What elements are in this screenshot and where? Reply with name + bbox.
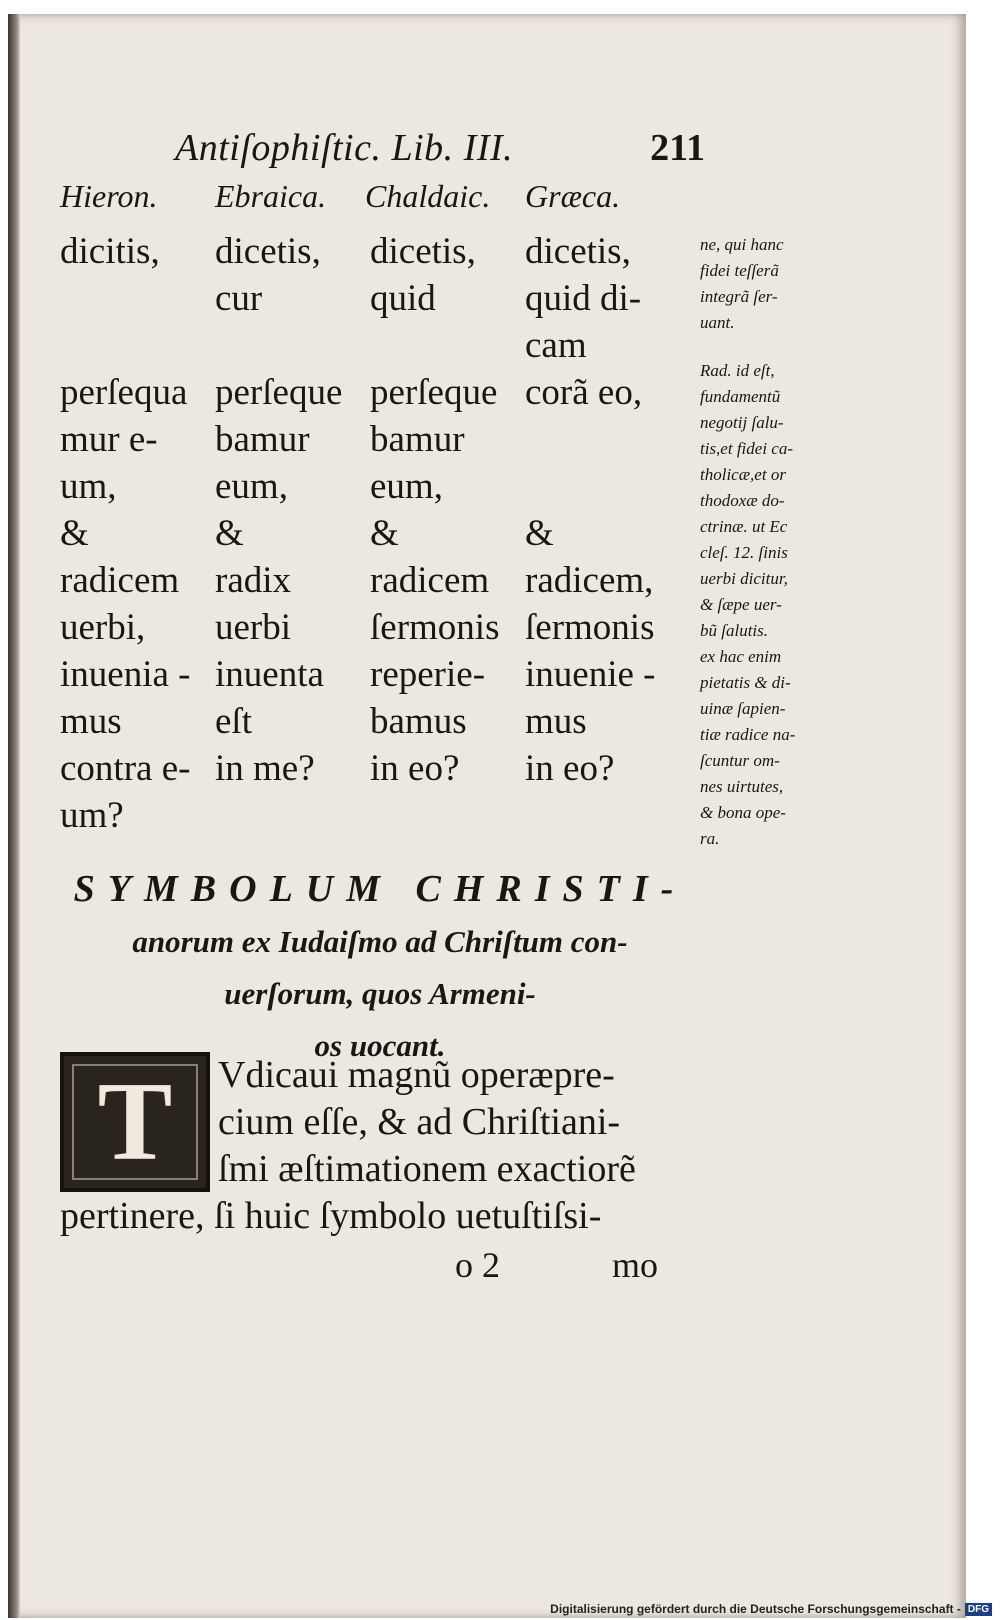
column-heading: Chaldaic.	[365, 178, 491, 214]
body-line: Vdicaui magnũ operæpre-	[218, 1054, 615, 1096]
marginal-note-line: thodoxæ do-	[700, 491, 785, 510]
column-rows	[60, 230, 700, 841]
column-cell: dicetis,	[525, 231, 631, 272]
marginal-note-line: tholicæ,et or	[700, 465, 786, 484]
column-cell: ſermonis	[525, 607, 655, 648]
column-cell: radicem,	[525, 560, 654, 601]
marginal-note-line: uant.	[700, 313, 735, 332]
column-cell: inuenie -	[525, 654, 656, 695]
marginal-note-line: uinæ ſapien-	[700, 699, 786, 718]
signature-mark: o 2	[455, 1245, 500, 1285]
column-row	[60, 512, 700, 559]
column-headings	[60, 178, 700, 230]
marginal-note-line: ſcuntur om-	[700, 751, 780, 770]
marginal-note-part2	[700, 358, 830, 852]
column-cell: mus	[60, 701, 122, 742]
column-cell: eſt	[215, 701, 252, 742]
page-number: 211	[650, 127, 705, 169]
column-cell: in me?	[215, 748, 315, 789]
marginal-note-line: fidei teſſerã	[700, 261, 779, 280]
column-cell: quid di-	[525, 278, 642, 319]
column-cell: reperie-	[370, 654, 486, 695]
column-cell: cam	[525, 325, 587, 366]
column-cell: bamur	[370, 419, 465, 460]
marginal-note-line: & bona ope-	[700, 803, 786, 822]
column-cell: in eo?	[525, 748, 615, 789]
marginal-note-line: negotij ſalu-	[700, 413, 784, 432]
column-cell: perſeque	[215, 372, 343, 413]
column-cell: bamus	[370, 701, 467, 742]
column-row	[60, 465, 700, 512]
marginal-note-line: tis,et fidei ca-	[700, 439, 794, 458]
marginal-note-line: ne, qui hanc	[700, 235, 784, 254]
catchline	[60, 1244, 700, 1294]
running-title: Antiſophiſtic. Lib. III.	[175, 127, 514, 169]
column-cell: corã eo,	[525, 372, 643, 413]
column-row	[60, 606, 700, 653]
marginal-note	[700, 232, 830, 852]
digitization-footer	[550, 1602, 992, 1616]
marginal-note-line: ctrinæ. ut Ec	[700, 517, 788, 536]
column-heading: Hieron.	[60, 178, 158, 214]
catchword: mo	[612, 1245, 659, 1285]
column-cell: uerbi,	[60, 607, 146, 648]
column-cell: uerbi	[215, 607, 292, 648]
column-cell: inuenta	[215, 654, 324, 695]
column-cell: perſequa	[60, 372, 188, 413]
marginal-note-line: cleſ. 12. ſinis	[700, 543, 788, 562]
book-spine-shadow	[8, 14, 20, 1618]
column-row	[60, 277, 700, 324]
body-paragraph	[60, 1052, 700, 1240]
title-line: SYMBOLUM CHRISTI-	[73, 868, 687, 910]
column-cell: radix	[215, 560, 292, 601]
marginal-note-line: nes uirtutes,	[700, 777, 784, 796]
title-line: uerſorum, quos Armeni-	[224, 976, 536, 1011]
title-line: os uocant.	[314, 1028, 446, 1063]
column-cell: mus	[525, 701, 587, 742]
column-cell: dicetis,	[370, 231, 476, 272]
column-row	[60, 324, 700, 371]
marginal-note-line: integrã ſer-	[700, 287, 778, 306]
column-cell: um?	[60, 795, 124, 836]
column-cell: dicitis,	[60, 231, 160, 272]
column-row	[60, 559, 700, 606]
marginal-note-line: uerbi dicitur,	[700, 569, 788, 588]
column-cell: in eo?	[370, 748, 460, 789]
column-cell: bamur	[215, 419, 310, 460]
column-row	[60, 794, 700, 841]
column-cell: dicetis,	[215, 231, 321, 272]
body-line: ſmi æſtimationem exactiorẽ	[218, 1148, 636, 1190]
column-cell: um,	[60, 466, 117, 507]
column-row	[60, 418, 700, 465]
column-heading: Ebraica.	[215, 178, 327, 214]
body-line: cium eſſe, & ad Chriſtiani-	[218, 1101, 621, 1143]
column-cell: cur	[215, 278, 263, 319]
footer-credit: Digitalisierung gefördert durch die Deutsche Forschungsgemeinschaft -	[550, 1602, 961, 1616]
initial-letter: T	[97, 1059, 173, 1184]
column-cell: eum,	[215, 466, 288, 507]
title-line: anorum ex Iudaiſmo ad Chriſtum con-	[132, 924, 628, 959]
column-cell: &	[60, 513, 89, 554]
column-row	[60, 700, 700, 747]
column-cell: radicem	[370, 560, 490, 601]
marginal-note-line: pietatis & di-	[700, 673, 791, 692]
column-cell: radicem	[60, 560, 180, 601]
marginal-note-line: ex hac enim	[700, 647, 782, 666]
column-cell: eum,	[370, 466, 443, 507]
column-cell: contra e-	[60, 748, 191, 789]
marginal-note-part1	[700, 232, 830, 336]
column-cell: &	[525, 513, 554, 554]
column-cell: &	[215, 513, 244, 554]
marginal-note-line: ra.	[700, 829, 720, 848]
column-cell: perſeque	[370, 372, 498, 413]
dfg-logo: DFG	[965, 1603, 992, 1616]
section-title	[60, 862, 700, 1072]
column-row	[60, 653, 700, 700]
column-row	[60, 371, 700, 418]
column-cell: ſermonis	[370, 607, 500, 648]
column-row	[60, 230, 700, 277]
column-heading: Græca.	[525, 178, 621, 214]
parallel-columns	[60, 178, 700, 841]
column-cell: quid	[370, 278, 436, 319]
marginal-note-line: bũ ſalutis.	[700, 621, 769, 640]
running-header	[175, 126, 705, 174]
column-row	[60, 747, 700, 794]
column-cell: &	[370, 513, 399, 554]
marginal-note-line: fundamentũ	[700, 387, 781, 406]
marginal-note-line: & ſæpe uer-	[700, 595, 782, 614]
marginal-note-line: Rad. id eſt,	[700, 361, 775, 380]
column-cell: mur e-	[60, 419, 158, 460]
marginal-note-line: tiæ radice na-	[700, 725, 796, 744]
body-line: pertinere, ſi huic ſymbolo uetuſtiſsi-	[60, 1195, 602, 1237]
column-cell: inuenia -	[60, 654, 191, 695]
